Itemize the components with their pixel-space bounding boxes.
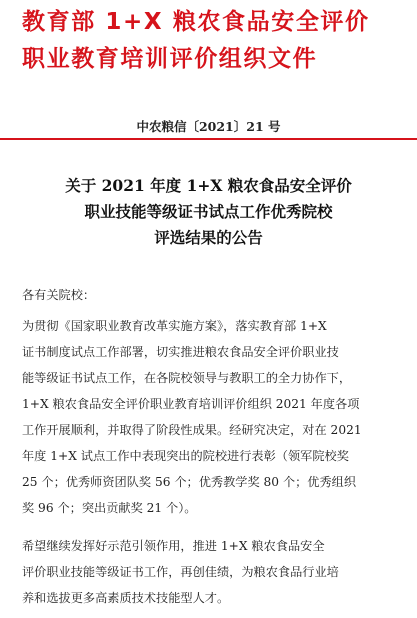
body-line: 能等级证书试点工作，在各院校领导与教职工的全力协作下， (22, 371, 352, 385)
body-line: 奖 96 个；突出贡献奖 21 个）。 (22, 501, 197, 515)
red-divider (0, 138, 417, 140)
body-line: 证书制度试点工作部署，切实推进粮农食品安全评价职业技 (22, 345, 339, 359)
salutation: 各有关院校： (22, 288, 96, 302)
title-line-3: 评选结果的公告 (154, 228, 263, 247)
body-line: 希望继续发挥好示范引领作用，推进 1+X 粮农食品安全 (22, 539, 325, 553)
body-line: 评价职业技能等级证书工作，再创佳绩，为粮农食品行业培 (22, 565, 339, 579)
body-line: 工作开展顺利，并取得了阶段性成果。经研究决定，对在 2021 (22, 423, 362, 437)
title-line-2: 职业技能等级证书试点工作优秀院校 (84, 202, 333, 221)
body-line: 25 个；优秀师资团队奖 56 个；优秀教学奖 80 个；优秀组织 (22, 475, 357, 489)
issuer-name-line-1: 教育部 1+X 粮农食品安全评价 (22, 9, 370, 35)
body-line: 1+X 粮农食品安全评价职业教育培训评价组织 2021 年度各项 (22, 397, 360, 411)
document-number: 中农粮信〔2021〕21 号 (136, 119, 281, 134)
body-line: 年度 1+X 试点工作中表现突出的院校进行表彰（领军院校奖 (22, 449, 349, 463)
title-line-1: 关于 2021 年度 1+X 粮农食品安全评价 (65, 176, 352, 195)
body-line: 养和选拔更多高素质技术技能型人才。 (22, 591, 230, 605)
issuer-name-line-2: 职业教育培训评价组织文件 (22, 46, 318, 72)
body-line: 为贯彻《国家职业教育改革实施方案》，落实教育部 1+X (22, 319, 327, 333)
